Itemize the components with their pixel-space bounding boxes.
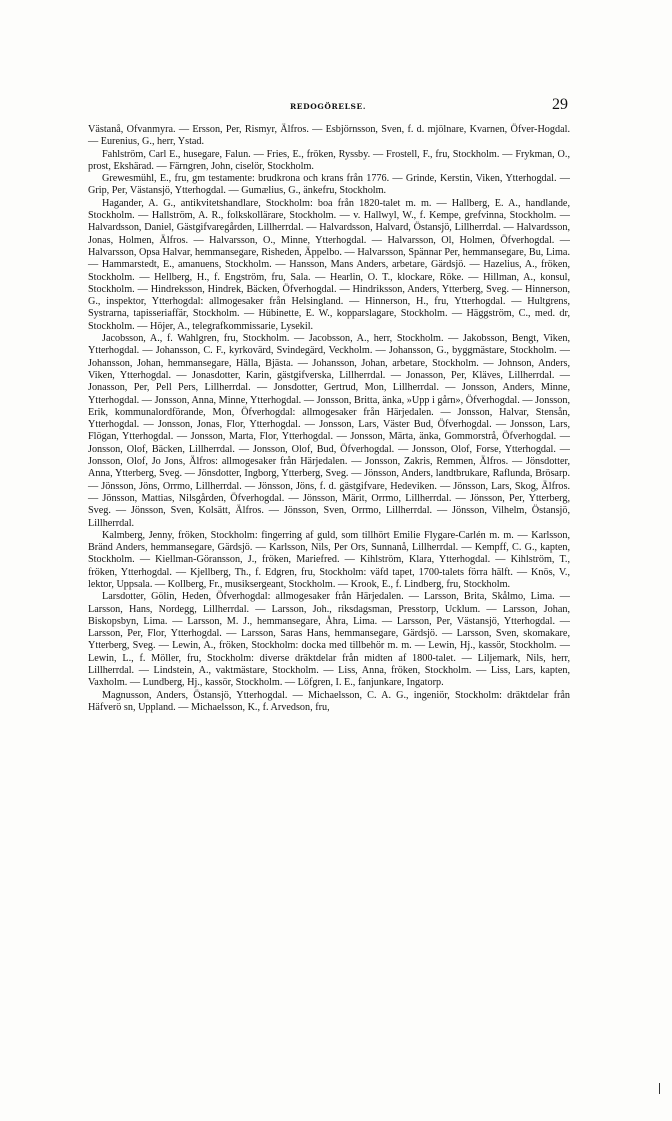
- running-head: REDOGÖRELSE.: [289, 102, 367, 111]
- scan-edge-mark: [659, 1083, 660, 1094]
- page-header: [88, 96, 568, 118]
- page-number: 29: [552, 96, 568, 113]
- paragraph-l: Larsdotter, Gölin, Heden, Öfverhogdal: allmogesaker från Härjedalen. — Larsson, Brita, Skålmo, Lima. — Larsson, Hans, Nordegg, Lillherrdal. — Larsson, Joh., riksdagsman, Presstorp, Ucklum. — Larsson, Johan, Biskopsbyn, Lima. — Larsson, M. J., hemmansegare, Åhra, Lima. — Larsson, Per, Västansjö, Ytterhogdal. — Larsson, Per, Flor, Ytterhogdal. — Larsson, Saras Hans, hemmansegare, Gärdsjö. — Larsson, Sven, skomakare, Ytterberg, Sveg. — Lewin, A., fröken, Stockholm: docka med tillbehör m. m. — Lewin, Hj., kassör, Stockholm. — Lewin, L., f. Möller, fru, Stockholm: diverse dräktdelar från midten af 1800-talet. — Liljemark, Nils, herr, Lillherrdal. — Lindstein, A., vaktmästare, Stockholm. — Liss, Anna, fröken, Stockholm. — Liss, Lars, kapten, Vaxholm. — Lundberg, Hj., kassör, Stockholm. — Löfgren, I. E., fanjunkare, Ingatorp.: [88, 591, 570, 689]
- paragraph-h: Hagander, A. G., antikvitetshandlare, Stockholm: boa från 1820-talet m. m. — Hallberg, E. A., handlande, Stockholm. — Hallström, A. R., folkskollärare, Stockholm. — v. Hallwyl, W., f. Kempe, grefvinna, Stockholm. — Halvardsson, Daniel, Gästgifvaregården, Lillherrdal. — Halvardsson, Halvard, Östansjö, Lillherrdal. — Halvardsson, Jonas, Holmen, Älfros. — Halvarsson, O., Minne, Ytterhogdal. — Halvarsson, Ol, Holmen, Öfverhogdal. — Halvarsson, Opsa Halvar, hemmansegare, Risheden, Äppelbo. — Halvarsson, Spännar Per, hemmansegare, Bu, Lima. — Hammarstedt, E., amanuens, Stockholm. — Hansson, Mans Anders, arbetare, Gärdsjö. — Hazelius, A., fröken, Stockholm. — Hellberg, H., f. Engström, fru, Sala. — Hearlin, O. T., klockare, Röke. — Hillman, A., konsul, Stockholm. — Hindreksson, Hindrek, Bäcken, Öfverhogdal. — Hindriksson, Anders, Ytterberg, Sveg. — Hinnerson, G., inspektor, Ytterhogdal: allmogesaker från Helsingland. — Hinnerson, H., fru, Ytterhogdal. — Hultgrens, Systrarna, tapisseriaffär, Stockholm. — Hübinette, E. W., kopparslagare, Stockholm. — Häggström, C., med. dr, Stockholm. — Höjer, A., telegrafkommissarie, Lysekil.: [88, 197, 570, 332]
- body-text: [88, 124, 570, 714]
- paragraph-k: Kalmberg, Jenny, fröken, Stockholm: fingerring af guld, som tillhört Emilie Flygare-Carlén m. m. — Karlsson, Bränd Anders, hemmansegare, Gärdsjö. — Karlsson, Nils, Per Ors, Sunnanå, Lillherrdal. — Kempff, C. G., kapten, Stockholm. — Kiellman-Göransson, J., fröken, Mariefred. — Kihlström, Klara, Ytterhogdal. — Kihlström, T., fröken, Ytterhogdal. — Kjellberg, Th., f. Edgren, fru, Stockholm: väfd tapet, 1700-talets förra hälft. — Knös, V., lektor, Uppsala. — Kollberg, Fr., musiksergeant, Stockholm. — Krook, E., f. Lindberg, fru, Stockholm.: [88, 529, 570, 590]
- paragraph-j: Jacobsson, A., f. Wahlgren, fru, Stockholm. — Jacobsson, A., herr, Stockholm. — Jakobsson, Bengt, Viken, Ytterhogdal. — Johansson, C. F., kyrkovärd, Svindegärd, Veckholm. — Johansson, G., byggmästare, Stockholm. — Johansson, Johan, hemmansegare, Hälla, Bjästa. — Johansson, Johan, arbetare, Stockholm. — Johnson, Anders, Viken, Ytterhogdal. — Jonasdotter, Karin, gästgifverska, Lillherrdal. — Jonasson, Per, Kläves, Lillherrdal. — Jonasson, Per, Pell Pers, Lillherrdal. — Jonsdotter, Gertrud, Mon, Lillherrdal. — Jonsson, Anders, Minne, Ytterhogdal. — Jonsson, Anna, Minne, Ytterhogdal. — Jonsson, Britta, änka, »Upp i gårn», Öfverhogdal. — Jonsson, Erik, kommunalordförande, Mon, Öfverhogdal: allmogesaker från Härjedalen. — Jonsson, Halvar, Stensån, Ytterhogdal. — Jonsson, Jonas, Flor, Ytterhogdal. — Jonsson, Lars, Väster Bud, Öfverhogdal. — Jonsson, Lars, Flögan, Ytterhogdal. — Jonsson, Marta, Flor, Ytterhogdal. — Jonsson, Märta, änka, Gommorstrå, Öfverhogdal. — Jonsson, Olof, Bäcken, Lillherrdal. — Jonsson, Olof, Bud, Öfverhogdal. — Jonsson, Olof, Forse, Ytterhogdal. — Jonsson, Olof, Jo Jons, Älfros: allmogesaker från Härjedalen. — Jonsson, Zakris, Remmen, Älfros. — Jönsdotter, Anna, Ytterberg, Sveg. — Jönsdotter, Ingborg, Ytterberg, Sveg. — Jönsson, Anders, landtbrukare, Raflunda, Brösarp. — Jönsson, Jöns, Orrmo, Lillherrdal. — Jönsson, Jöns, f. d. gästgifvare, Hedeviken. — Jönsson, Lars, Skog, Älfros. — Jönsson, Mattias, Nilsgården, Öfverhogdal. — Jönsson, Märit, Orrmo, Lillherrdal. — Jönsson, Per, Ytterberg, Sveg. — Jönsson, Sven, Kolsätt, Älfros. — Jönsson, Sven, Orrmo, Lillherrdal. — Jönsson, Vilhelm, Östansjö, Lillherrdal.: [88, 333, 570, 529]
- paragraph-v-continuation: Västanå, Ofvanmyra. — Ersson, Per, Rismyr, Älfros. — Esbjörnsson, Sven, f. d. mjölnare, Kvarnen, Öfver-Hogdal. — Eurenius, G., herr, Ystad.: [88, 124, 570, 148]
- paragraph-m: Magnusson, Anders, Östansjö, Ytterhogdal. — Michaelsson, C. A. G., ingeniör, Stockholm: dräktdelar från Häfverö sn, Uppland. — Michaelsson, K., f. Arvedson, fru,: [88, 689, 570, 713]
- paragraph-g: Grewesmühl, E., fru, gm testamente: brudkrona och krans från 1776. — Grinde, Kerstin, Viken, Ytterhogdal. — Grip, Per, Västansjö, Ytterhogdal. — Gumælius, G., änkefru, Stockholm.: [88, 173, 570, 197]
- paragraph-f: Fahlström, Carl E., husegare, Falun. — Fries, E., fröken, Ryssby. — Frostell, F., fru, Stockholm. — Frykman, O., prost, Ekshärad. — Färngren, John, ciselör, Stockholm.: [88, 148, 570, 172]
